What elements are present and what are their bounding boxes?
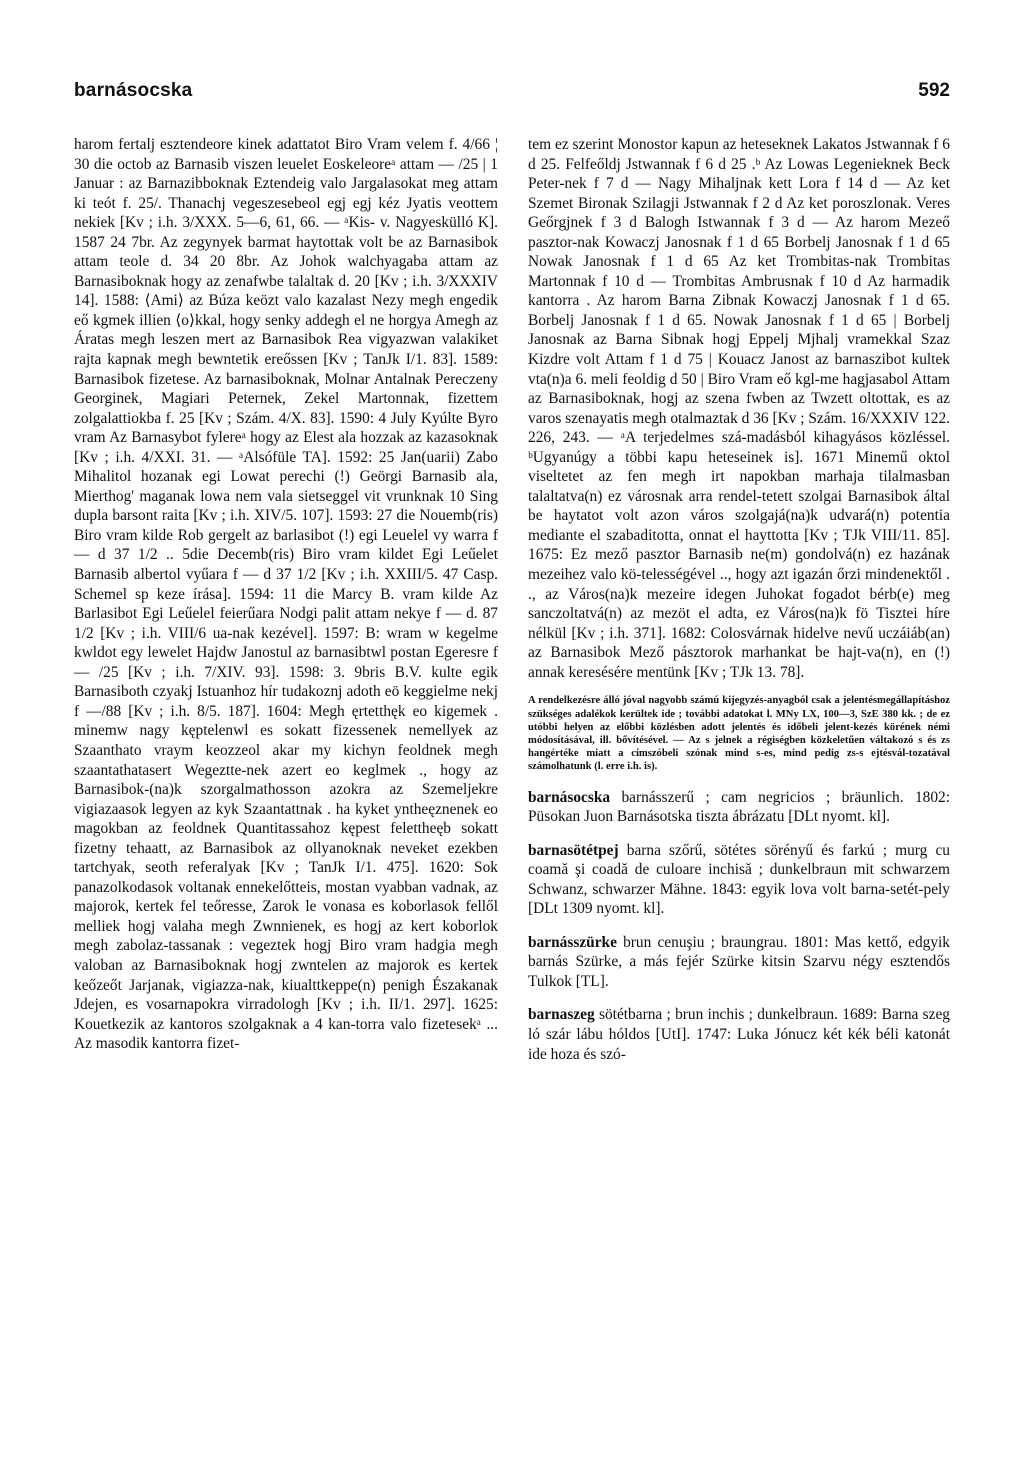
entry-headword: barnasötétpej bbox=[528, 841, 619, 859]
entry-continuation: tem ez szerint Monostor kapun az heteseknek Lakatos Jstwannak f 6 d 25. Felfeőldj Jstwannak f 6 d 25 .ᵇ Az Lowas Legenieknek Beck Peter-nek f 7 d — Nagy Mihaljnak kett Lora f 14 d — Az ket Szemet Bironak Szilagji Jstwannak f 2 d Az ket poroszlonak. Veres Geőrgjnek f 3 d Balogh Istwannak f 3 d — Az harom Mezeő pasztor-nak Kowaczj Janosnak f 1 d 65 Borbelj Janosnak f 1 d 65 Nowak Janosnak f 1 d 65 Az ket Trombitas-nak Trombitas Martonnak f 10 d — Trombitas Ambrusnak f 10 d Az harmadik kantorra . Az harom Barna Zibnak Kowaczj Janosnak f 1 d 65. Borbelj Janosnak f 1 d 65. Nowak Janosnak f 1 d 65 | Borbelj Janosnak az Barna Sibnak hogj Eppelj Mjhalj vramekkal Szaz Kizdre volt Attam f 1 d 75 | Kouacz Janost az barnaszibot kultek vta(n)a 6. meli feoldig d 50 | Biro Vram eő kgl-me hagjasabol Attam az Barnasiboknak, hogj az szena fwben az Twzett oltottak, es az varos szenayatis megh otalmaztak d 36 [Kv ; Szám. 16/XXXIV 122. 226, 243. — ᵃA terjedelmes szá-madásból kihagyásos közléssel. ᵇUgyanúgy a többi kapu heteseinek is]. 1671 Minemű oktol viseltetet az fen megh irt napokban marhaja tilalmasban talaltatva(n) ez városnak arra rendel-tetett szolgai Barnasibok által be haytatot volt azon város szolgajá(na)k udvará(n) potentia mediante el szabaditotta, onnat el hayttotta [Kv ; TJk VIII/11. 85]. 1675: Ez mező pasztor Barnasib ne(m) gondolvá(n) ez hazának mezeihez valo kö-telességével .., hogy azt igazán őrzi mindenektől . ., az Város(na)k mezeire idegen Juhokat fogadot bérb(e) meg sanczoltatvá(n) az mezöt el adta, ez Város(na)k fö Tisztei híre nélkül [Kv ; i.h. 371]. 1682: Colosvárnak hidelve nevű uczáiáb(an) az Barnasibok Mező pásztorok marhankat be hajt-va(n), en (!) annak keresésére mentünk [Kv ; TJk 13. 78]. bbox=[528, 136, 951, 681]
entry-definition: barnásszerű ; cam negricios ; bräunlich. 1802: Püsokan Juon Barnásotska tiszta ábrázatu [DLt nyomt. kl]. bbox=[528, 788, 950, 826]
dictionary-entry bbox=[528, 1005, 950, 1064]
left-column bbox=[74, 135, 498, 1054]
entry-text: harom fertalj esztendeore kinek adattatot Biro Vram velem f. 4/66 ¦ 30 die octob az Barnasib viszen leuelet Eoskeleoreᵃ attam — /25 | 1 Januar : az Barnazibboknak Eztendeig valo Jargalasokat meg attam ki teót f. 25/. Thanachj vegeszesebeol egj egj kéz Jyatis veottem nekiek [Kv ; i.h. 3/XXX. 5—6, 61, 66. — ᵃKis- v. Nagyeskülló K]. 1587 24 7br. Az zegynyek barmat haytottak volt be az Barnasibok attam teole d. 34 20 8br. Az Johok walchyagaba attam az Barnasiboknak hogy az zenafwbe talaltak d. 20 [Kv ; i.h. 3/XXXIV 14]. 1588: ⟨Ami⟩ az Búza keözt valo kazalast Nezy megh engedik eő kgmek illien ⟨o⟩kkal, hogy senky addegh el ne horgya Amegh az Áratas megh leszen mert az Barnasibok Rea vigyazwan valakiket rajta kapnak megh bewntetik ereőssen [Kv ; TanJk I/1. 83]. 1589: Barnasibok fizetese. Az barnasiboknak, Molnar Antalnak Pereczeny Georginek, Magiari Peternek, Zekel Martonnak, fizettem zolgalattiokba f. 25 [Kv ; Szám. 4/X. 83]. 1590: 4 July Kyúlte Byro vram Az Barnasybot fylereᵃ hogy az Elest ala hozzak az kazasoknak [Kv ; i.h. 4/XXI. 31. — ᵃAlsófüle TA]. 1592: 25 Jan(uarii) Zabo Mihalitol hozanak egi Lowat perechi (!) Geörgi Barnasib ala, Mierthog' maganak lowa nem vala sietseggel vit vrunknak 10 Sing dupla barsont raita [Kv ; i.h. XIV/5. 107]. 1593: 27 die Nouemb(ris) Biro vram kilde Rob gergelt az barlasibot (!) egi Leuelel vy warra f — d 37 1/2 .. 5die Decemb(ris) Biro vram kildet Egi Leűelet Barnasib albertol vyűara f — d 37 1/2 [Kv ; i.h. XXIII/5. 47 Casp. Schemel sp keze írása]. 1594: 11 die Marcy B. vram kilde Az Barlasibot Egi Leűelel feierűara Nodgi palit attam nekye f — d. 87 1/2 [Kv ; i.h. VIII/6 ua-nak kezével]. 1597: B: wram w kegelme kwldot egy lewelet Hajdw Janostul az barnasibtwl postan Egeresre f — /25 [Kv ; i.h. 7/XIV. 93]. 1598: 3. 9bris B.V. kulte egik Barnasiboth czyakj Istuanhoz hír tudakoznj adoth eö keggielme nekj f —/88 [Kv ; i.h. 8/5. 187]. 1604: Megh ęrtetthęk eo kigemek . minemw nagy kęptelenwl es sokatt fizessenek nemellyek az Szaanthato vraym keozzeol akar my kichyn feoldnek megh szaantathatasert Wegeztte-nek azert eo keglmek ., hogy az Barnasibok-(na)k szorgalmathosson azokra az Szemeljekre vigiazaasok legyen az kyk Szaantattnak . ha kyket yntheęznenek eo magokban az feoldnek Quantitassahoz kępest felettheęb sokatt fizetny tehaatt, az Barnasibok az ollyanoknak neveket ezekben tartchyak, seoth referalyak [Kv ; TanJk I/1. 475]. 1620: Sok panazolkodasok voltanak ennekelőtteis, mostan vyabban vadnak, az majorok, kertek fel teőresse, Zarok le vonasa es koborlasok fellől melliek hogj valaha megh Zwnnienek, es hogj az kert koborlok megh zabolaz-tassanak : vegeztek hogj Biro vram hadgia megh valoban az Barnasiboknak hogj zwntelen az majorok es kertek keőzeőt Jarjanak, vigiazza-nak, kiualttkeppe(n) penigh Északanak Jdejen, es vosarnapokra virradologh [Kv ; i.h. II/1. 297]. 1625: Kouetkezik az kantoros szolgaknak a 4 kan-torra valo fizetesekᵃ ... Az masodik kantorra fizet- bbox=[74, 136, 498, 1053]
entry-headword: barnásszürke bbox=[528, 933, 617, 951]
running-head bbox=[74, 80, 950, 110]
page-number: 592 bbox=[918, 80, 950, 101]
footnote: A rendelkezésre álló jóval nagyobb számú kijegyzés-anyagból csak a jelentésmegállapításhoz szükséges adalékok kerültek ide ; további adatokat l. MNy LX, 100—3, SzE 380 kk. ; de ez utóbbi helyen az előbbi közlésben adott jelentés és időbeli jelent-kezés körének némi módosításával, ill. bővítésével. — Az s jelnek a régiségben közkeletűen váltakozó s és zs hangértéke miatt a címszóbeli szónak mind s-es, mind pedig zs-s ejtésvál-tozatával számolhatunk (l. erre i.h. is). bbox=[528, 695, 950, 773]
entry-headword: barnaszeg bbox=[528, 1006, 595, 1024]
right-column bbox=[528, 135, 950, 1064]
running-headword: barnásocska bbox=[74, 80, 193, 101]
entry-definition: brun cenuşiu ; braungrau. 1801: Mas kettő, edgyik barnás Szürke, a más fejér Szürke kitsin Szarvu négy esztendős Tulkok [TL]. bbox=[528, 933, 950, 990]
dictionary-entry bbox=[528, 933, 950, 992]
entry-definition: sötétbarna ; brun inchis ; dunkelbraun. 1689: Barna szeg ló szár lábu hóldos [UtI]. 1747: Luka Jónucz két kék béli katonát ide hoza és szó- bbox=[528, 1006, 950, 1063]
entry-headword: barnásocska bbox=[528, 788, 611, 806]
entry-definition: barna szőrű, sötétes sörényű és farkú ; murg cu coamă şi coadă de culoare inchisă ; dunkelbraun mit schwarzem Schwanz, schwarzer Mähne. 1843: egyik lova volt barna-setét-pely [DLt 1309 nyomt. kl]. bbox=[528, 841, 950, 918]
dictionary-entry bbox=[528, 788, 950, 827]
dictionary-entry bbox=[528, 841, 950, 919]
